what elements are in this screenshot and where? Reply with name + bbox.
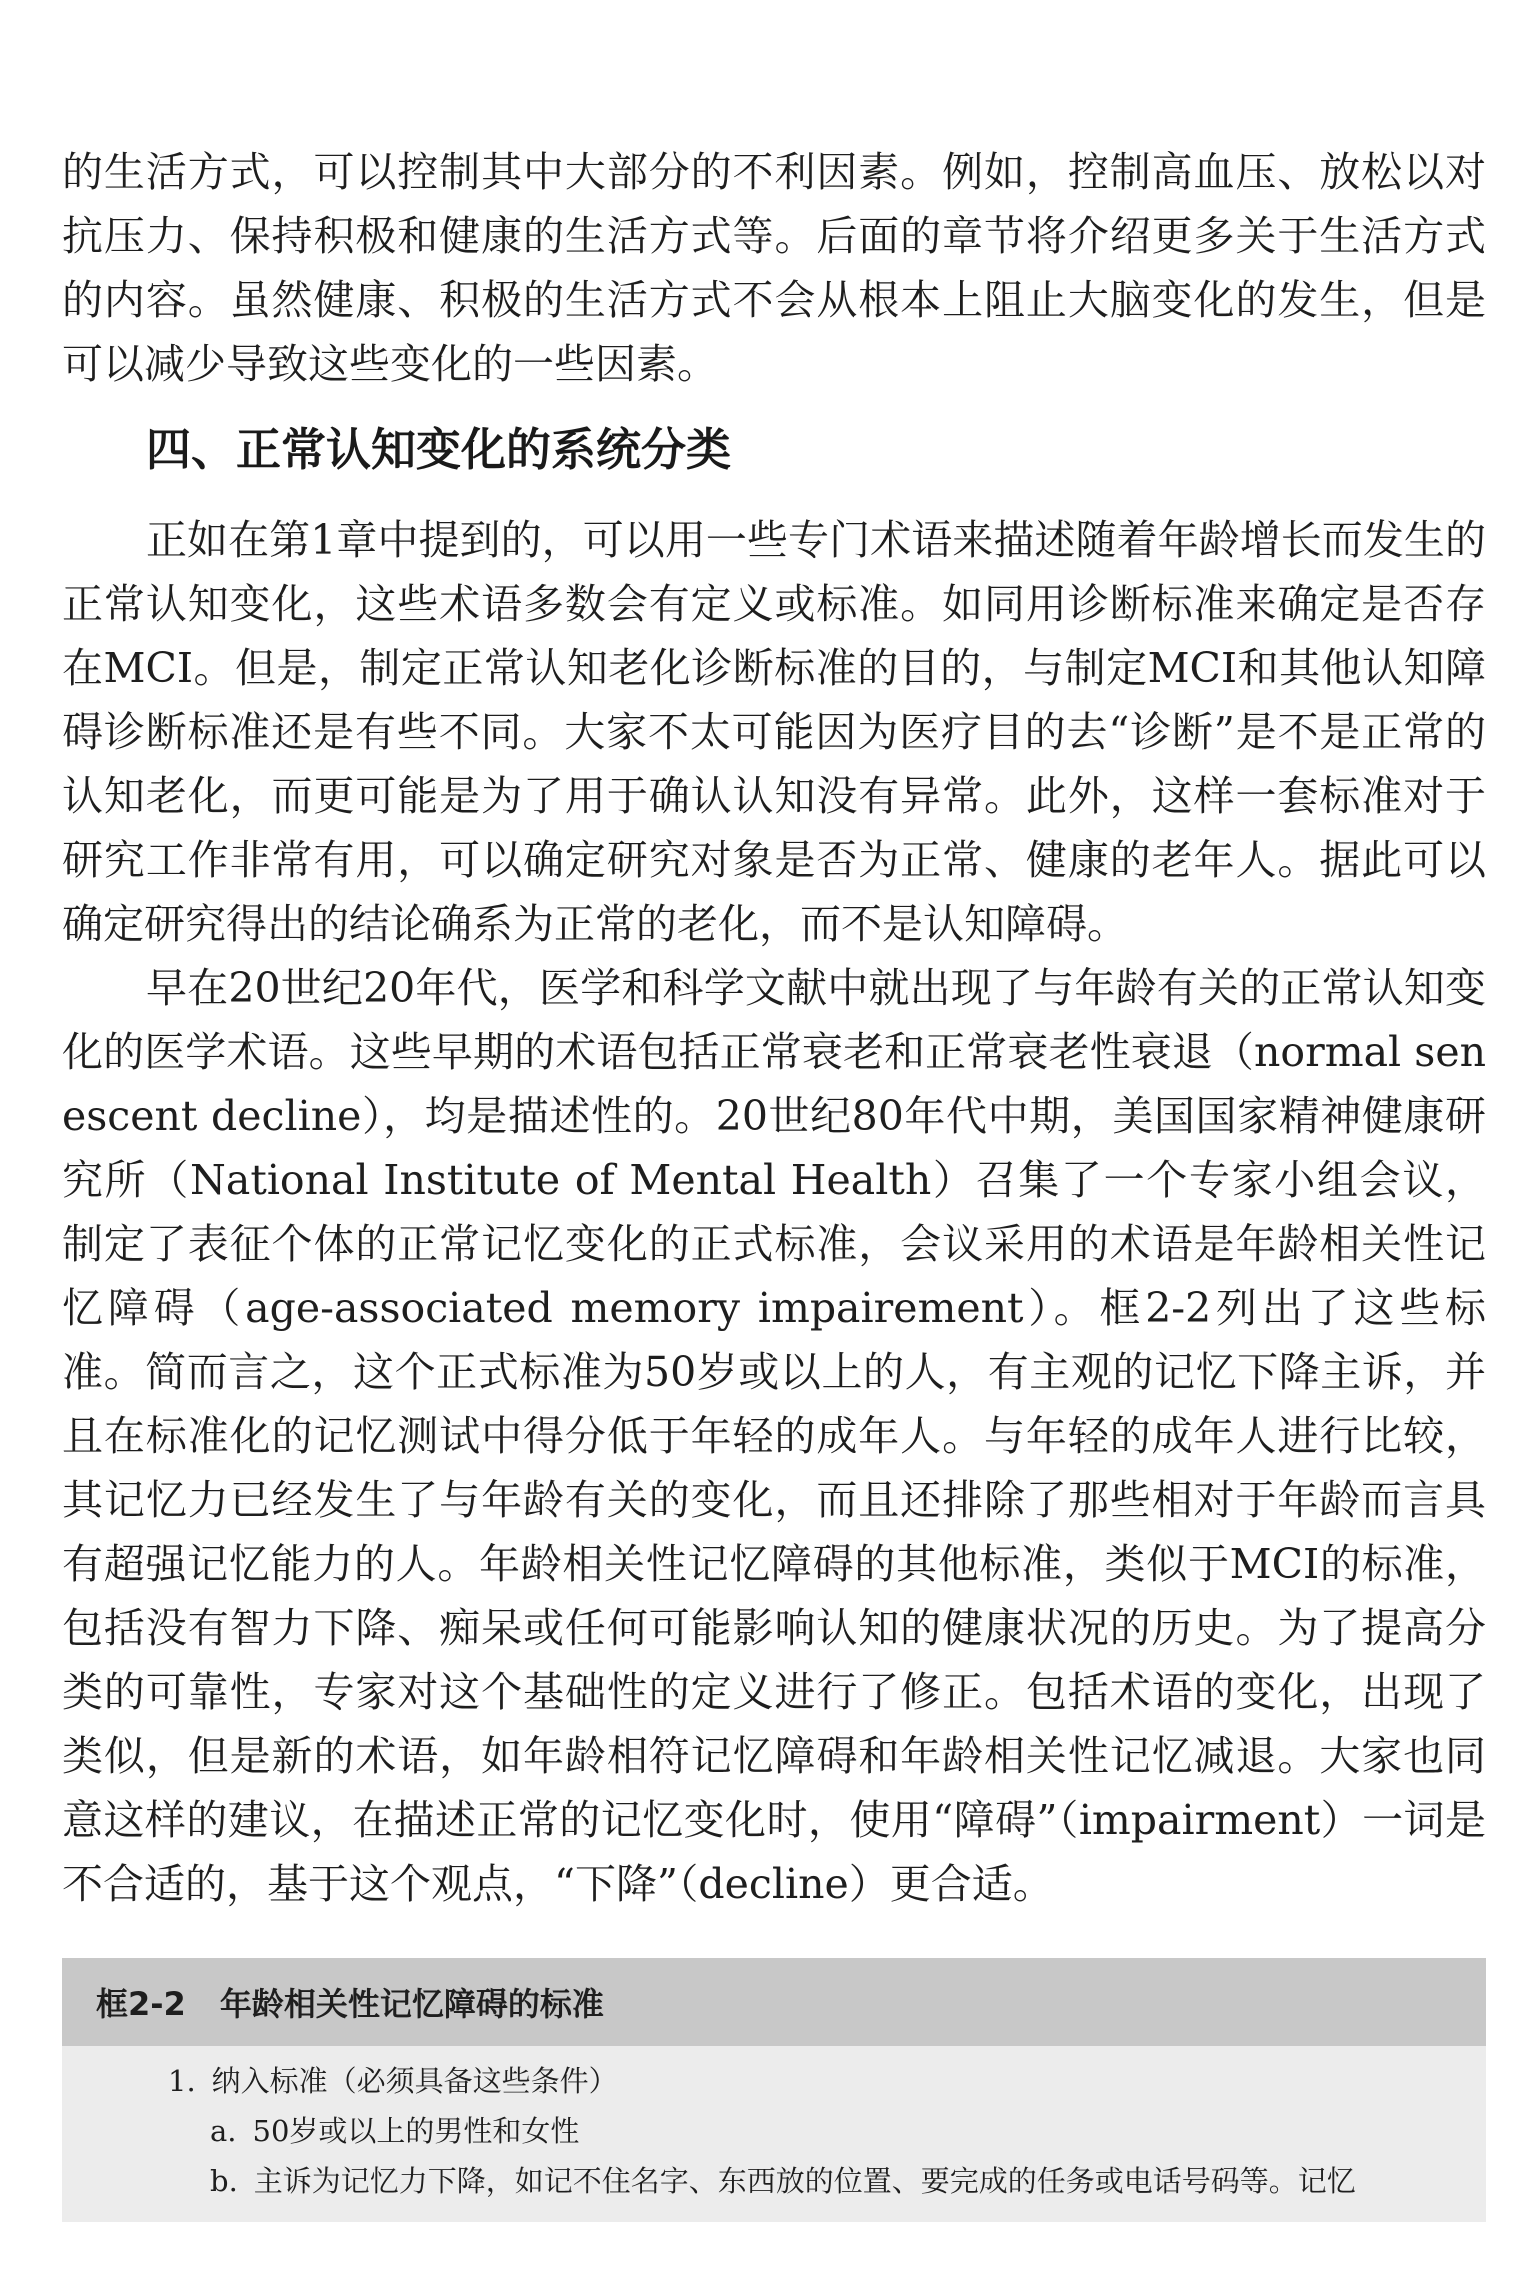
list-item [62, 2156, 1486, 2206]
box-header [62, 1958, 1486, 2046]
list-item [62, 2106, 1486, 2156]
box-title: 年龄相关性记忆障碍的标准 [219, 1985, 604, 2023]
list-item-number: 1. [168, 2064, 196, 2098]
list-item-text: 主诉为记忆力下降，如记不住名字、东西放的位置、要完成的任务或电话号码等。记忆 [253, 2164, 1356, 2198]
list-item-text: 纳入标准（必须具备这些条件） [211, 2064, 618, 2098]
section-heading: 四、正常认知变化的系统分类 [146, 423, 732, 476]
list-item-number: a. [210, 2114, 237, 2148]
box-body [62, 2046, 1486, 2206]
list-item-text: 50岁或以上的男性和女性 [252, 2114, 580, 2148]
list-item [62, 2056, 1486, 2106]
paragraph-continued: 的生活方式，可以控制其中大部分的不利因素。例如，控制高血压、放松以对抗压力、保持积极和健康的生活方式等。后面的章节将介绍更多关于生活方式的内容。虽然健康、积极的生活方式不会从根本上阻止大脑变化的发生，但是可以减少导致这些变化的一些因素。 [62, 148, 1486, 388]
paragraph: 早在20世纪20年代，医学和科学文献中就出现了与年龄有关的正常认知变化的医学术语。这些早期的术语包括正常衰老和正常衰老性衰退（normal senescent decline），均是描述性的。20世纪80年代中期，美国国家精神健康研究所（National Institute of Mental Health）召集了一个专家小组会议，制定了表征个体的正常记忆变化的正式标准，会议采用的术语是年龄相关性记忆障碍（age-associated memory impairement）。框2-2列出了这些标准。简而言之，这个正式标准为50岁或以上的人，有主观的记忆下降主诉，并且在标准化的记忆测试中得分低于年轻的成年人。与年轻的成年人进行比较，其记忆力已经发生了与年龄有关的变化，而且还排除了那些相对于年龄而言具有超强记忆能力的人。年龄相关性记忆障碍的其他标准，类似于MCI的标准，包括没有智力下降、痴呆或任何可能影响认知的健康状况的历史。为了提高分类的可靠性，专家对这个基础性的定义进行了修正。包括术语的变化，出现了类似，但是新的术语，如年龄相符记忆障碍和年龄相关性记忆减退。大家也同意这样的建议，在描述正常的记忆变化时，使用“障碍”（impairment）一词是不合适的，基于这个观点，“下降”（decline）更合适。 [62, 964, 1486, 1908]
paragraph: 正如在第1章中提到的，可以用一些专门术语来描述随着年龄增长而发生的正常认知变化，这些术语多数会有定义或标准。如同用诊断标准来确定是否存在MCI。但是，制定正常认知老化诊断标准的目的，与制定MCI和其他认知障碍诊断标准还是有些不同。大家不太可能因为医疗目的去“诊断”是不是正常的认知老化，而更可能是为了用于确认认知没有异常。此外，这样一套标准对于研究工作非常有用，可以确定研究对象是否为正常、健康的老年人。据此可以确定研究得出的结论确系为正常的老化，而不是认知障碍。 [62, 516, 1486, 948]
list-item-number: b. [210, 2164, 238, 2198]
criteria-box [62, 1958, 1486, 2222]
box-label: 框2-2 [96, 1985, 186, 2023]
page-content [62, 140, 1486, 1916]
